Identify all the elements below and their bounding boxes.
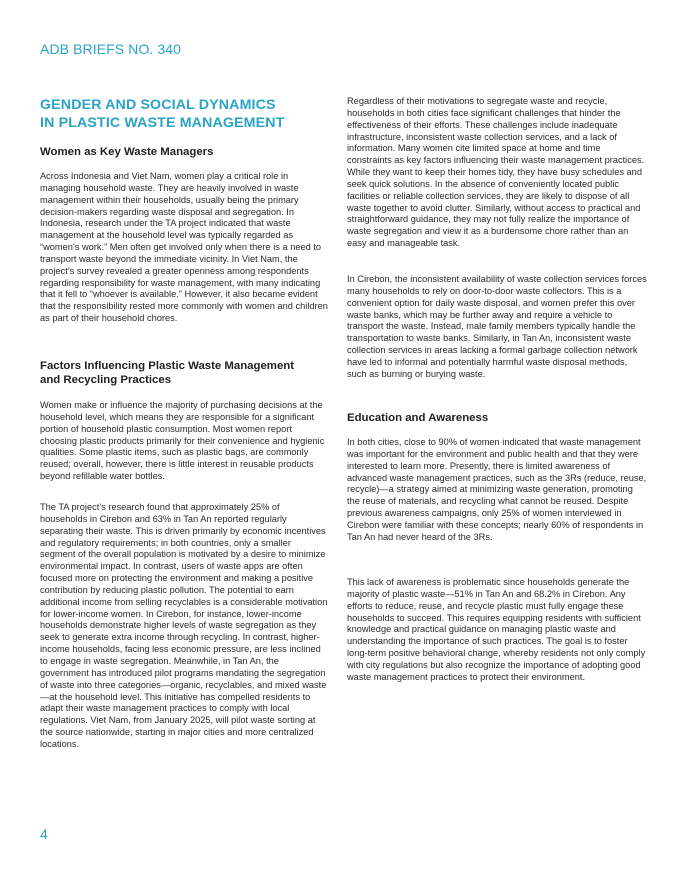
section-heading-factors: Factors Influencing Plastic Waste Management and Recycling Practices [40, 360, 295, 386]
article-title-line-1: GENDER AND SOCIAL DYNAMICS [40, 97, 276, 113]
paragraph-purchasing-decisions: Women make or influence the majority of purchasing decisions at the household level, which means they are responsible for a significant portion of household plastic consumption. Most women report choosing plastic products primarily for their convenience and hygienic qualities. Some plastic items, such as plastic bags, are commonly reused; overall, however, there is little interest in reusable products beyond refillable water bottles. [40, 400, 325, 482]
paragraph-ta-research: The TA project’s research found that approximately 25% of households in Cirebon and 63% in Tan An reported regularly separating their waste. This is driven primarily by economic incentives and regulatory requirements; in both countries, only a smaller segment of the overall population is motivated by a desire to minimize environmental impact. In contrast, users of waste apps are often focused more on protecting the environment and making a positive contribution by reducing plastic pollution. The potential to earn additional income from selling recyclables is a considerable motivation for lower-income women. In Cirebon, for instance, lower-income households demonstrate higher levels of waste segregation as they seek to generate extra income through recycling. In contrast, higher-income households, facing less economic pressure, are less inclined to engage in waste segregation. Meanwhile, in Tan An, the government has introduced pilot programs mandating the segregation of waste into three categories—organic, recyclables, and mixed waste—at the household level. This initiative has compelled residents to adapt their waste management practices to comply with local regulations. Viet Nam, from January 2025, will pilot waste sorting at the source nationwide, starting in major cities and more centralized locations. [40, 502, 328, 749]
series-header: ADB BRIEFS NO. 340 [40, 41, 182, 57]
section-heading-women-key-managers: Women as Key Waste Managers [40, 146, 214, 158]
article-title-line-2: IN PLASTIC WASTE MANAGEMENT [40, 115, 285, 131]
article-title [40, 96, 330, 132]
paragraph-challenges: Regardless of their motivations to segregate waste and recycle, households in both cities face significant challenges that hinder the effectiveness of their efforts. These challenges include inadequate infrastructure, inconsistent waste collection services, and a lack of information. Many women cite limited space at home and time constraints as key factors influencing their waste management practices. While they want to keep their homes tidy, they have busy schedules and seek quick solutions. In the absence of conveniently located public facilities or reliable collection services, they are likely to dispose of all waste together to avoid clutter. Similarly, without access to practical and straightforward guidance, they may not fully realize the importance of waste segregation and view it as a burdensome chore rather than an easy and manageable task. [347, 96, 645, 249]
paragraph-awareness-levels: In both cities, close to 90% of women indicated that waste management was important for the environment and public health and that they were interested to learn more. Presently, there is limited awareness of advanced waste management practices, such as the 3Rs (reduce, reuse, recycle)—a strategy aimed at minimizing waste generation, promoting the reuse of materials, and recycling what cannot be reused. Despite previous awareness campaigns, only 25% of women interviewed in Cirebon were familiar with these concepts; nearly 60% of respondents in Tan An had never heard of the 3Rs. [347, 437, 647, 542]
paragraph-lack-of-awareness: This lack of awareness is problematic since households generate the majority of plastic waste—51% in Tan An and 68.2% in Cirebon. Any efforts to reduce, reuse, and recycle plastic must fully engage these households to succeed. This requires equipping residents with sufficient knowledge and practical guidance on managing plastic waste and understanding the importance of such practices. The goal is to foster long-term positive behavioral change, whereby residents not only comply with city regulations but also recognize the importance of adopting good waste management practices to protect their environment. [347, 577, 646, 682]
paragraph-cirebon-collection: In Cirebon, the inconsistent availability of waste collection services forces many households to rely on door-to-door waste collectors. This is a convenient option for daily waste disposal, and women prefer this over waste banks, which may be further away and require a vehicle to transport the waste. Instead, male family members typically handle the transportation to waste banks. Similarly, in Tan An, inconsistent waste collection services in areas lacking a formal garbage collection network have led to informal and potentially harmful waste disposal methods, such as burning or burying waste. [347, 274, 647, 379]
paragraph-women-key-managers: Across Indonesia and Viet Nam, women play a critical role in managing household waste. They are heavily involved in waste management within their households, usually being the primary decision-makers regarding waste disposal and segregation. In Indonesia, research under the TA project indicated that waste management at the household level was typically regarded as “women’s work.” Men often get involved only when there is a need to transport waste beyond the immediate vicinity. In Viet Nam, the project’s survey revealed a greater openness among respondents regarding responsibility for waste management, with many indicating that it fell to “whoever is available.” However, it also became evident that the responsibility rested more commonly with women and children as part of their household chores. [40, 171, 328, 324]
section-heading-education: Education and Awareness [347, 412, 489, 424]
page-number: 4 [40, 826, 48, 842]
